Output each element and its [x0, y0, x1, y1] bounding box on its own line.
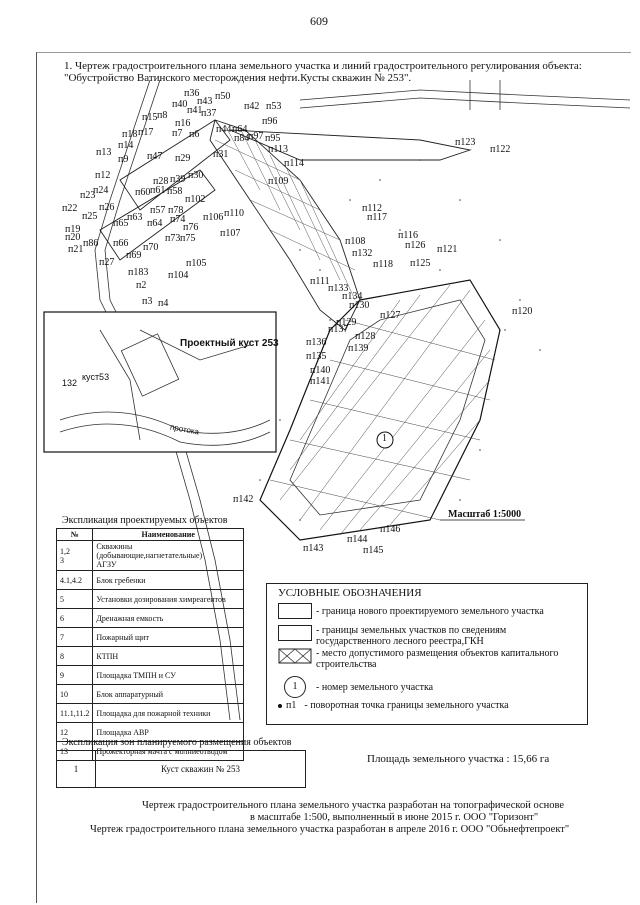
point-label: п142 [233, 494, 254, 505]
point-label: п132 [352, 248, 373, 259]
legend-item-new-boundary [278, 603, 544, 619]
legend-text: - границы земельных участков по сведениям государственного лесного реестра,ГКН [316, 625, 507, 647]
point-label: п47 [147, 151, 163, 162]
point-label: п4 [158, 298, 169, 309]
point-label: п43 [197, 96, 213, 107]
row-no: 7 [57, 628, 93, 647]
zones-row-no: 1 [57, 751, 96, 787]
legend-item-allowed-area [278, 648, 578, 670]
point-label: п134 [342, 291, 363, 302]
drawing-title-line1: 1. Чертеж градостроительного плана земельного участка и линий градостроительного регулирования объекта: [64, 60, 582, 72]
point-label: п129 [336, 317, 357, 328]
point-label: п113 [268, 144, 288, 155]
explication-col-name: Наименование [93, 529, 244, 541]
point-label: п25 [82, 211, 98, 222]
point-label: п107 [220, 228, 241, 239]
point-label: п18 [122, 129, 138, 140]
row-no: 12 [57, 723, 93, 742]
page-number: 609 [310, 14, 328, 28]
legend-item-turning-point [278, 700, 509, 711]
row-name: Прожекторная мачта с молниеотводом [93, 742, 244, 761]
point-label: п2 [136, 280, 147, 291]
point-label: п30 [188, 170, 204, 181]
point-label: п183 [128, 267, 149, 278]
row-name: Скважины (добывающие,нагнетательные) АГЗУ [93, 541, 244, 571]
existing-boundary-swatch [278, 625, 312, 641]
point-label: п136 [306, 337, 327, 348]
point-label: п95 [265, 133, 281, 144]
point-label: п105 [186, 258, 207, 269]
point-label: п31 [213, 149, 229, 160]
point-label: п58 [167, 186, 183, 197]
legend-text: - номер земельного участка [316, 681, 434, 693]
inset-river-label: протока [169, 422, 200, 437]
point-label: п123 [455, 137, 476, 148]
point-label: п20 [65, 232, 81, 243]
point-label: п86 [83, 238, 99, 249]
row-name: Площадка ТМПН и СУ [93, 666, 244, 685]
point-label: п112 [362, 203, 382, 214]
point-label: п121 [437, 244, 458, 255]
point-label: п116 [398, 230, 418, 241]
explication-table [56, 528, 244, 761]
point-label: п17 [138, 127, 154, 138]
point-label: п36 [184, 88, 200, 99]
point-label: п22 [62, 203, 78, 214]
point-label: п9 [118, 154, 129, 165]
row-name: Площадка для пожарной техники [93, 704, 244, 723]
point-label: п15 [142, 112, 158, 123]
point-label: п19 [65, 224, 81, 235]
point-label: п128 [355, 331, 376, 342]
parcel-number-circle-swatch: 1 [284, 676, 306, 698]
point-label: п69 [126, 250, 142, 261]
point-label: п139 [348, 343, 369, 354]
footer-line1: Чертеж градостроительного плана земельного участка разработан на топографической основе [142, 800, 565, 811]
point-label: п104 [168, 270, 189, 281]
point-label: п64 [147, 218, 163, 229]
point-label: п97 [248, 131, 264, 142]
footer-line2: в масштабе 1:500, выполненный в июне 2015 г. ООО "Горизонт" [250, 812, 539, 823]
point-label: п12 [95, 170, 111, 181]
legend-text: - место допустимого размещения объектов капитального строительства [316, 648, 559, 670]
point-label: п40 [172, 99, 188, 110]
table-row [57, 666, 244, 685]
point-label: п140 [310, 365, 331, 376]
point-label: п135 [306, 351, 327, 362]
point-label: п6 [189, 129, 200, 140]
point-label: п110 [224, 208, 244, 219]
inset-map-frame [44, 312, 276, 452]
point-label: п53 [266, 101, 282, 112]
parcel-number: 1 [382, 433, 387, 444]
point-label: п66 [113, 238, 129, 249]
parcel-area: Площадь земельного участка : 15,66 га [367, 753, 550, 765]
point-label: п143 [303, 543, 324, 554]
row-no: 4.1,4.2 [57, 571, 93, 590]
row-name: Установки дозирования химреагентов [93, 590, 244, 609]
legend-text: - поворотная точка границы земельного участка [304, 700, 509, 711]
map-scale: Масштаб 1:5000 [448, 509, 522, 520]
point-label: п16 [175, 118, 191, 129]
point-label: п13 [96, 147, 112, 158]
point-label: п8 [157, 110, 168, 121]
point-label: п41 [187, 105, 203, 116]
point-label: п50 [215, 91, 231, 102]
point-label: п23 [80, 190, 96, 201]
table-row [57, 541, 244, 571]
point-label: п117 [367, 212, 387, 223]
inset-kust-label: куст53 [82, 372, 110, 382]
point-label: п37 [201, 108, 217, 119]
point-label: п108 [345, 236, 366, 247]
legend-item-existing-boundaries [278, 625, 578, 647]
point-label: п106 [203, 212, 224, 223]
row-name: Пожарный щит [93, 628, 244, 647]
table-row [57, 647, 244, 666]
point-label: п102 [185, 194, 206, 205]
point-label: п118 [373, 259, 393, 270]
table-row [57, 704, 244, 723]
inset-number-label: 132 [62, 378, 78, 388]
point-label: п122 [490, 144, 511, 155]
row-name: Блок аппаратурный [93, 685, 244, 704]
table-row [57, 685, 244, 704]
point-label: п96 [262, 116, 278, 127]
explication-title: Экспликация проектируемых объектов [62, 515, 228, 526]
zones-title: Экспликация зон планируемого размещения объектов [62, 737, 292, 748]
point-label: п21 [68, 244, 84, 255]
legend-title: УСЛОВНЫЕ ОБОЗНАЧЕНИЯ [278, 587, 422, 599]
point-label: п114 [284, 158, 304, 169]
row-no: 11.1,11.2 [57, 704, 93, 723]
turning-point-label: п1 [286, 700, 297, 711]
point-label: п78 [168, 205, 184, 216]
point-label: п24 [93, 185, 109, 196]
point-label: п70 [143, 242, 159, 253]
forest-dots [259, 159, 541, 521]
point-label: п126 [405, 240, 426, 251]
turning-point-dot-icon [278, 704, 282, 708]
point-label: п84 [234, 133, 250, 144]
point-label: п125 [410, 258, 431, 269]
drawing-title-line2: "Обустройство Ватинского месторождения нефти.Кусты скважин № 253". [64, 72, 412, 84]
row-no: 13 [57, 742, 93, 761]
row-no: 9 [57, 666, 93, 685]
point-label: п14 [118, 140, 134, 151]
point-label: п65 [113, 218, 129, 229]
new-boundary-swatch [278, 603, 312, 619]
point-label: п76 [183, 222, 199, 233]
zones-row-name: Куст скважин № 253 [161, 764, 240, 774]
footer-line3: Чертеж градостроительного плана земельного участка разработан в апреле 2016 г. ООО "Обьнефтепроект" [90, 824, 570, 835]
point-label: п3 [142, 296, 153, 307]
row-name: Площадка АВР [93, 723, 244, 742]
point-label: п29 [175, 153, 191, 164]
point-label: п39 [170, 174, 186, 185]
row-no: 1,2 3 [57, 541, 93, 571]
hatch-swatch [278, 648, 312, 664]
point-label: п7 [172, 128, 183, 139]
point-label: п73 [165, 233, 181, 244]
row-name: Блок гребенки [93, 571, 244, 590]
table-row [57, 628, 244, 647]
legend-text: - граница нового проектируемого земельного участка [316, 605, 544, 617]
point-label: п130 [349, 300, 370, 311]
row-no: 5 [57, 590, 93, 609]
table-row [57, 571, 244, 590]
row-no: 10 [57, 685, 93, 704]
point-label: п28 [153, 176, 169, 187]
point-label: п26 [99, 202, 115, 213]
row-no: 8 [57, 647, 93, 666]
point-label: п145 [363, 545, 384, 556]
point-label: п44 [216, 124, 232, 135]
point-label: п146 [380, 524, 401, 535]
point-label: п141 [310, 376, 331, 387]
point-label: п127 [380, 310, 401, 321]
point-label: п74 [170, 214, 186, 225]
point-label: п57 [150, 205, 166, 216]
point-label: п60 [135, 187, 151, 198]
row-name: КТПН [93, 647, 244, 666]
legend-item-parcel-number [278, 676, 433, 698]
row-no: 6 [57, 609, 93, 628]
point-label: п63 [127, 212, 143, 223]
table-row [57, 590, 244, 609]
zones-table [56, 750, 306, 788]
point-label: п61 [150, 185, 166, 196]
main-parcel-hatch [270, 285, 495, 535]
table-row [57, 609, 244, 628]
inset-project-label: Проектный куст 253 [180, 338, 279, 349]
point-label: п64 [232, 124, 248, 135]
point-label: п137 [328, 324, 349, 335]
point-label: п75 [180, 233, 196, 244]
point-label: п42 [244, 101, 260, 112]
point-label: п111 [310, 276, 330, 287]
point-label: п120 [512, 306, 533, 317]
point-label: п27 [99, 257, 115, 268]
point-label: п109 [268, 176, 289, 187]
point-label: п133 [328, 283, 349, 294]
point-label: п144 [347, 534, 368, 545]
explication-col-no: № [57, 529, 93, 541]
row-name: Дренажная емкость [93, 609, 244, 628]
